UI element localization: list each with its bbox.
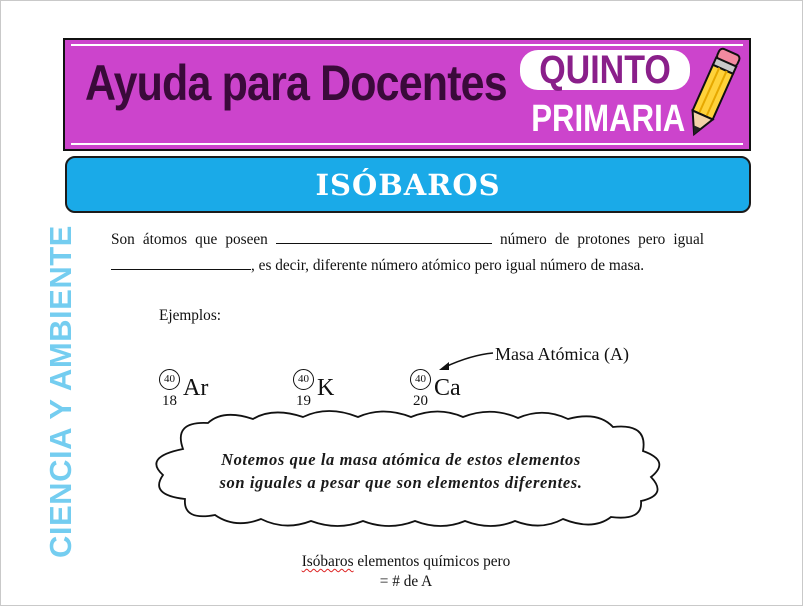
element-symbol: K	[317, 375, 335, 401]
mass-number-circle: 40	[293, 369, 314, 390]
atomic-number: 20	[413, 393, 428, 409]
pointer-arrow-icon	[431, 349, 497, 375]
footer-line-1-rest: elementos químicos pero	[353, 553, 511, 570]
para-part-1: Son átomos que poseen	[111, 231, 268, 248]
pencil-icon	[679, 42, 745, 146]
banner-title: Ayuda para Docentes	[85, 55, 507, 111]
spellcheck-word: Isóbaros	[301, 553, 354, 570]
answer-blank-2[interactable]	[111, 256, 251, 270]
side-subject-label: CIENCIA Y AMBIENTE	[43, 225, 78, 558]
cloud-note	[161, 448, 641, 494]
mass-number-circle: 40	[159, 369, 180, 390]
page-title: ISÓBAROS	[315, 168, 501, 202]
para-part-3: , es decir, diferente número atómico pero igual número de masa.	[251, 257, 645, 274]
answer-blank-1[interactable]	[276, 230, 492, 244]
examples-label: Ejemplos:	[159, 307, 222, 324]
atomic-number: 18	[162, 393, 177, 409]
para-part-2: número de protones pero igual	[500, 231, 704, 248]
grade-line-1: QUINTO	[539, 48, 671, 92]
cloud-note-line-1: Notemos que la masa atómica de estos elementos	[221, 450, 581, 469]
cloud-note-line-2: son iguales a pesar que son elementos diferentes.	[219, 473, 583, 492]
banner-bottom-line	[71, 143, 743, 145]
element-symbol: Ar	[183, 375, 209, 401]
grade-line-2: PRIMARIA	[531, 98, 686, 140]
definition-paragraph	[111, 227, 704, 279]
atomic-number: 19	[296, 393, 311, 409]
mass-number-circle: 40	[410, 369, 431, 390]
header-banner	[63, 38, 751, 151]
title-bar	[65, 156, 751, 213]
footer-note	[251, 552, 561, 592]
footer-line-2: = # de A	[379, 573, 433, 590]
element-symbol: Ca	[434, 375, 461, 401]
mass-annotation: Masa Atómica (A)	[495, 344, 629, 364]
banner-top-line	[71, 44, 743, 46]
